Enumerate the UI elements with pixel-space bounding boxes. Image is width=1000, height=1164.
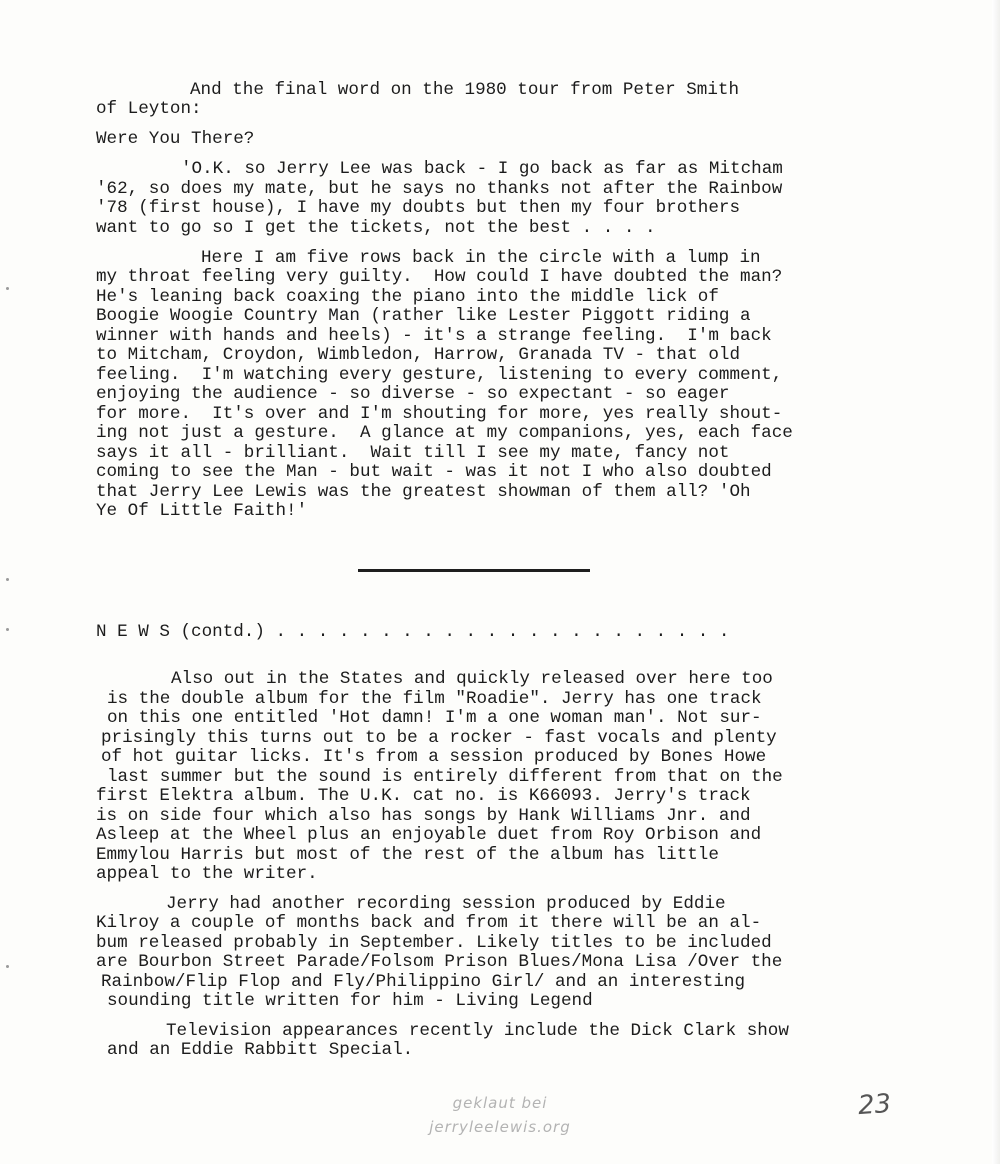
letter-para1-line: '62, so does my mate, but he says no thanks not after the Rainbow: [96, 179, 783, 199]
news-para1-line: appeal to the writer.: [96, 864, 318, 884]
letter-para2-line: ing not just a gesture. A glance at my companions, yes, each face: [96, 423, 793, 443]
punch-hole-mark: [6, 287, 9, 290]
news-para3-line: Television appearances recently include the Dick Clark show: [166, 1021, 789, 1041]
intro-line: And the final word on the 1980 tour from Peter Smith: [190, 80, 740, 100]
news-para1-line: Also out in the States and quickly released over here too: [171, 669, 773, 689]
letter-para2-line: for more. It's over and I'm shouting for more, yes really shout-: [96, 404, 783, 424]
news-para2-line: Jerry had another recording session produced by Eddie: [166, 894, 726, 914]
watermark-line: geklaut bei: [452, 1094, 548, 1112]
news-para3-line: and an Eddie Rabbitt Special.: [107, 1040, 414, 1060]
news-para2-line: Rainbow/Flip Flop and Fly/Philippino Girl/ and an interesting: [101, 972, 746, 992]
news-para1-line: first Elektra album. The U.K. cat no. is K66093. Jerry's track: [96, 786, 751, 806]
letter-para2-line: Ye Of Little Faith!': [96, 501, 308, 521]
letter-para2-line: Here I am five rows back in the circle with a lump in: [201, 248, 761, 268]
watermark-line: jerryleelewis.org: [429, 1118, 571, 1136]
letter-para2-line: that Jerry Lee Lewis was the greatest showman of them all? 'Oh: [96, 482, 751, 502]
news-para2-line: sounding title written for him - Living Legend: [107, 991, 593, 1011]
section-divider: [358, 569, 590, 572]
page-number: 23: [856, 1088, 893, 1122]
paper-edge-shadow: [992, 0, 1000, 1164]
news-para1-line: is on side four which also has songs by Hank Williams Jnr. and: [96, 806, 751, 826]
letter-heading: Were You There?: [96, 129, 255, 149]
punch-hole-mark: [6, 965, 9, 968]
letter-para2-line: says it all - brilliant. Wait till I see my mate, fancy not: [96, 443, 730, 463]
news-para1-line: last summer but the sound is entirely different from that on the: [107, 767, 783, 787]
news-para1-line: of hot guitar licks. It's from a session produced by Bones Howe: [101, 747, 767, 767]
news-para2-line: bum released probably in September. Likely titles to be included: [96, 933, 772, 953]
punch-hole-mark: [6, 578, 9, 581]
letter-para1-line: want to go so I get the tickets, not the best . . . .: [96, 218, 656, 238]
letter-para2-line: coming to see the Man - but wait - was it not I who also doubted: [96, 462, 772, 482]
news-para2-line: are Bourbon Street Parade/Folsom Prison Blues/Mona Lisa /Over the: [96, 952, 783, 972]
letter-para2-line: Boogie Woogie Country Man (rather like Lester Piggott riding a: [96, 306, 751, 326]
letter-para2-line: my throat feeling very guilty. How could I have doubted the man?: [96, 267, 783, 287]
letter-para2-line: He's leaning back coaxing the piano into the middle lick of: [96, 287, 719, 307]
news-heading: N E W S (contd.) . . . . . . . . . . . . . . . . . . . . . .: [96, 622, 730, 642]
intro-line: of Leyton:: [96, 99, 202, 119]
letter-para1-line: 'O.K. so Jerry Lee was back - I go back as far as Mitcham: [181, 159, 783, 179]
punch-hole-mark: [6, 628, 9, 631]
letter-para2-line: winner with hands and heels) - it's a strange feeling. I'm back: [96, 326, 772, 346]
news-para1-line: prisingly this turns out to be a rocker - fast vocals and plenty: [101, 728, 777, 748]
news-para1-line: Asleep at the Wheel plus an enjoyable duet from Roy Orbison and: [96, 825, 762, 845]
letter-para1-line: '78 (first house), I have my doubts but then my four brothers: [96, 198, 741, 218]
news-para1-line: is the double album for the film "Roadie". Jerry has one track: [107, 689, 762, 709]
news-para2-line: Kilroy a couple of months back and from it there will be an al-: [96, 913, 762, 933]
news-para1-line: Emmylou Harris but most of the rest of the album has little: [96, 845, 719, 865]
news-para1-line: on this one entitled 'Hot damn! I'm a one woman man'. Not sur-: [107, 708, 762, 728]
letter-para2-line: enjoying the audience - so diverse - so expectant - so eager: [96, 384, 730, 404]
letter-para2-line: to Mitcham, Croydon, Wimbledon, Harrow, Granada TV - that old: [96, 345, 741, 365]
letter-para2-line: feeling. I'm watching every gesture, listening to every comment,: [96, 365, 783, 385]
